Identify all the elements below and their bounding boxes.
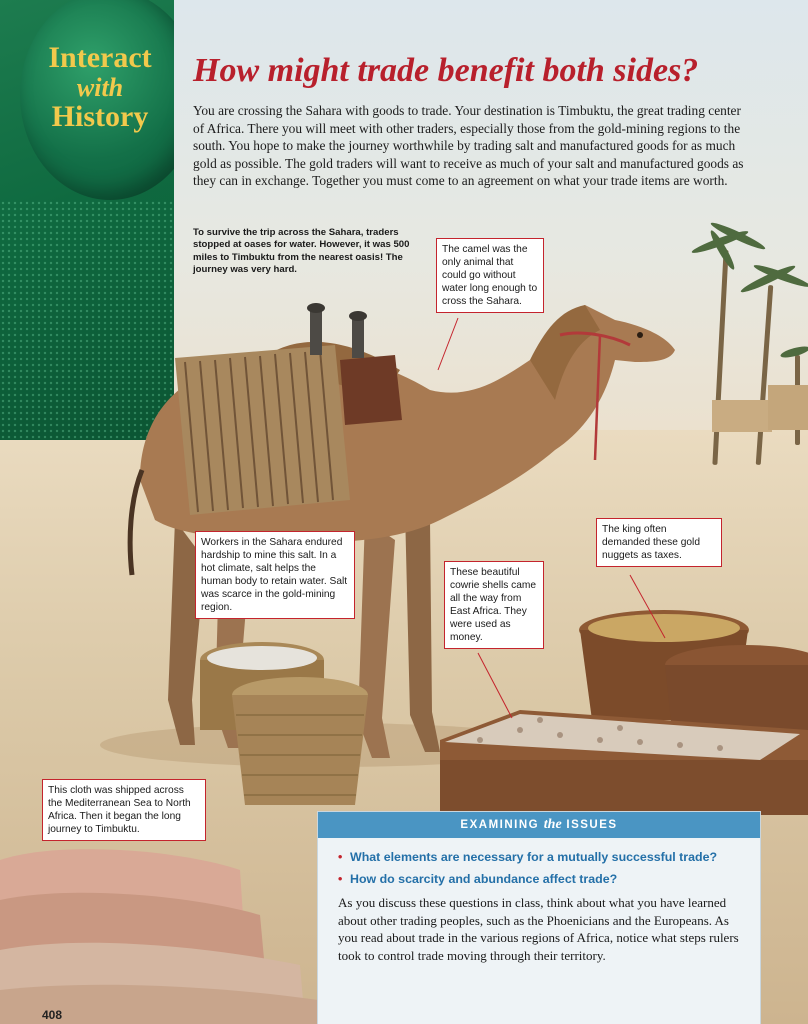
bullet-icon: • — [338, 872, 343, 886]
cloth-callout: This cloth was shipped across the Mediterranean Sea to North Africa. Then it began the long journey to Timbuktu. — [42, 779, 206, 841]
cowrie-callout: These beautiful cowrie shells came all the way from East Africa. They were used as money. — [444, 561, 544, 649]
gold-callout: The king often demanded these gold nuggets as taxes. — [596, 518, 722, 567]
page-number: 408 — [42, 1008, 63, 1022]
panel-title-line3: History — [51, 99, 149, 133]
camel-callout: The camel was the only animal that could go without water long enough to cross the Sahara. — [436, 238, 544, 313]
issues-question — [338, 872, 746, 887]
issues-label-post: ISSUES — [566, 819, 618, 831]
panel-title-line1: Interact — [48, 41, 152, 74]
issues-label-pre: EXAMINING — [460, 819, 540, 831]
salt-callout: Workers in the Sahara endured hardship to mine this salt. In a hot climate, salt helps the human body to retain water. Salt was scarce in the gold-mining region. — [195, 531, 355, 619]
issues-question — [338, 850, 746, 865]
page-headline: How might trade benefit both sides? — [193, 52, 699, 89]
route-caption: To survive the trip across the Sahara, traders stopped at oases for water. However, it was 500 miles to Timbuktu from the nearest oasis! The journey was very hard. — [193, 227, 410, 276]
panel-title-line2: with — [76, 72, 124, 102]
intro-paragraph: You are crossing the Sahara with goods to trade. Your destination is Timbuktu, the great trading center of Africa. There you will meet with other traders, especially those from the gold-mining regions to the south. You hope to make the journey worthwhile by trading salt and manufactured goods for as much gold as possible. The gold traders will want to receive as much of your salt and manufactured goods as they can in exchange. Together you must come to an agreement on what your trade items are worth. — [193, 103, 744, 188]
issues-body: As you discuss these questions in class, think about what you have learned about other trading peoples, such as the Phoenicians and the Europeans. As you read about trade in the various regions of Africa, notice what steps rulers took to control trade moving through their territory. — [338, 895, 739, 963]
issues-question-text: How do scarcity and abundance affect trade? — [350, 872, 618, 886]
issues-question-list — [318, 838, 760, 887]
examining-issues-box — [318, 812, 760, 1024]
issues-label-the: the — [543, 817, 562, 832]
issues-question-text: What elements are necessary for a mutually successful trade? — [350, 850, 718, 864]
examining-issues-header — [318, 812, 760, 838]
bullet-icon: • — [338, 850, 343, 864]
